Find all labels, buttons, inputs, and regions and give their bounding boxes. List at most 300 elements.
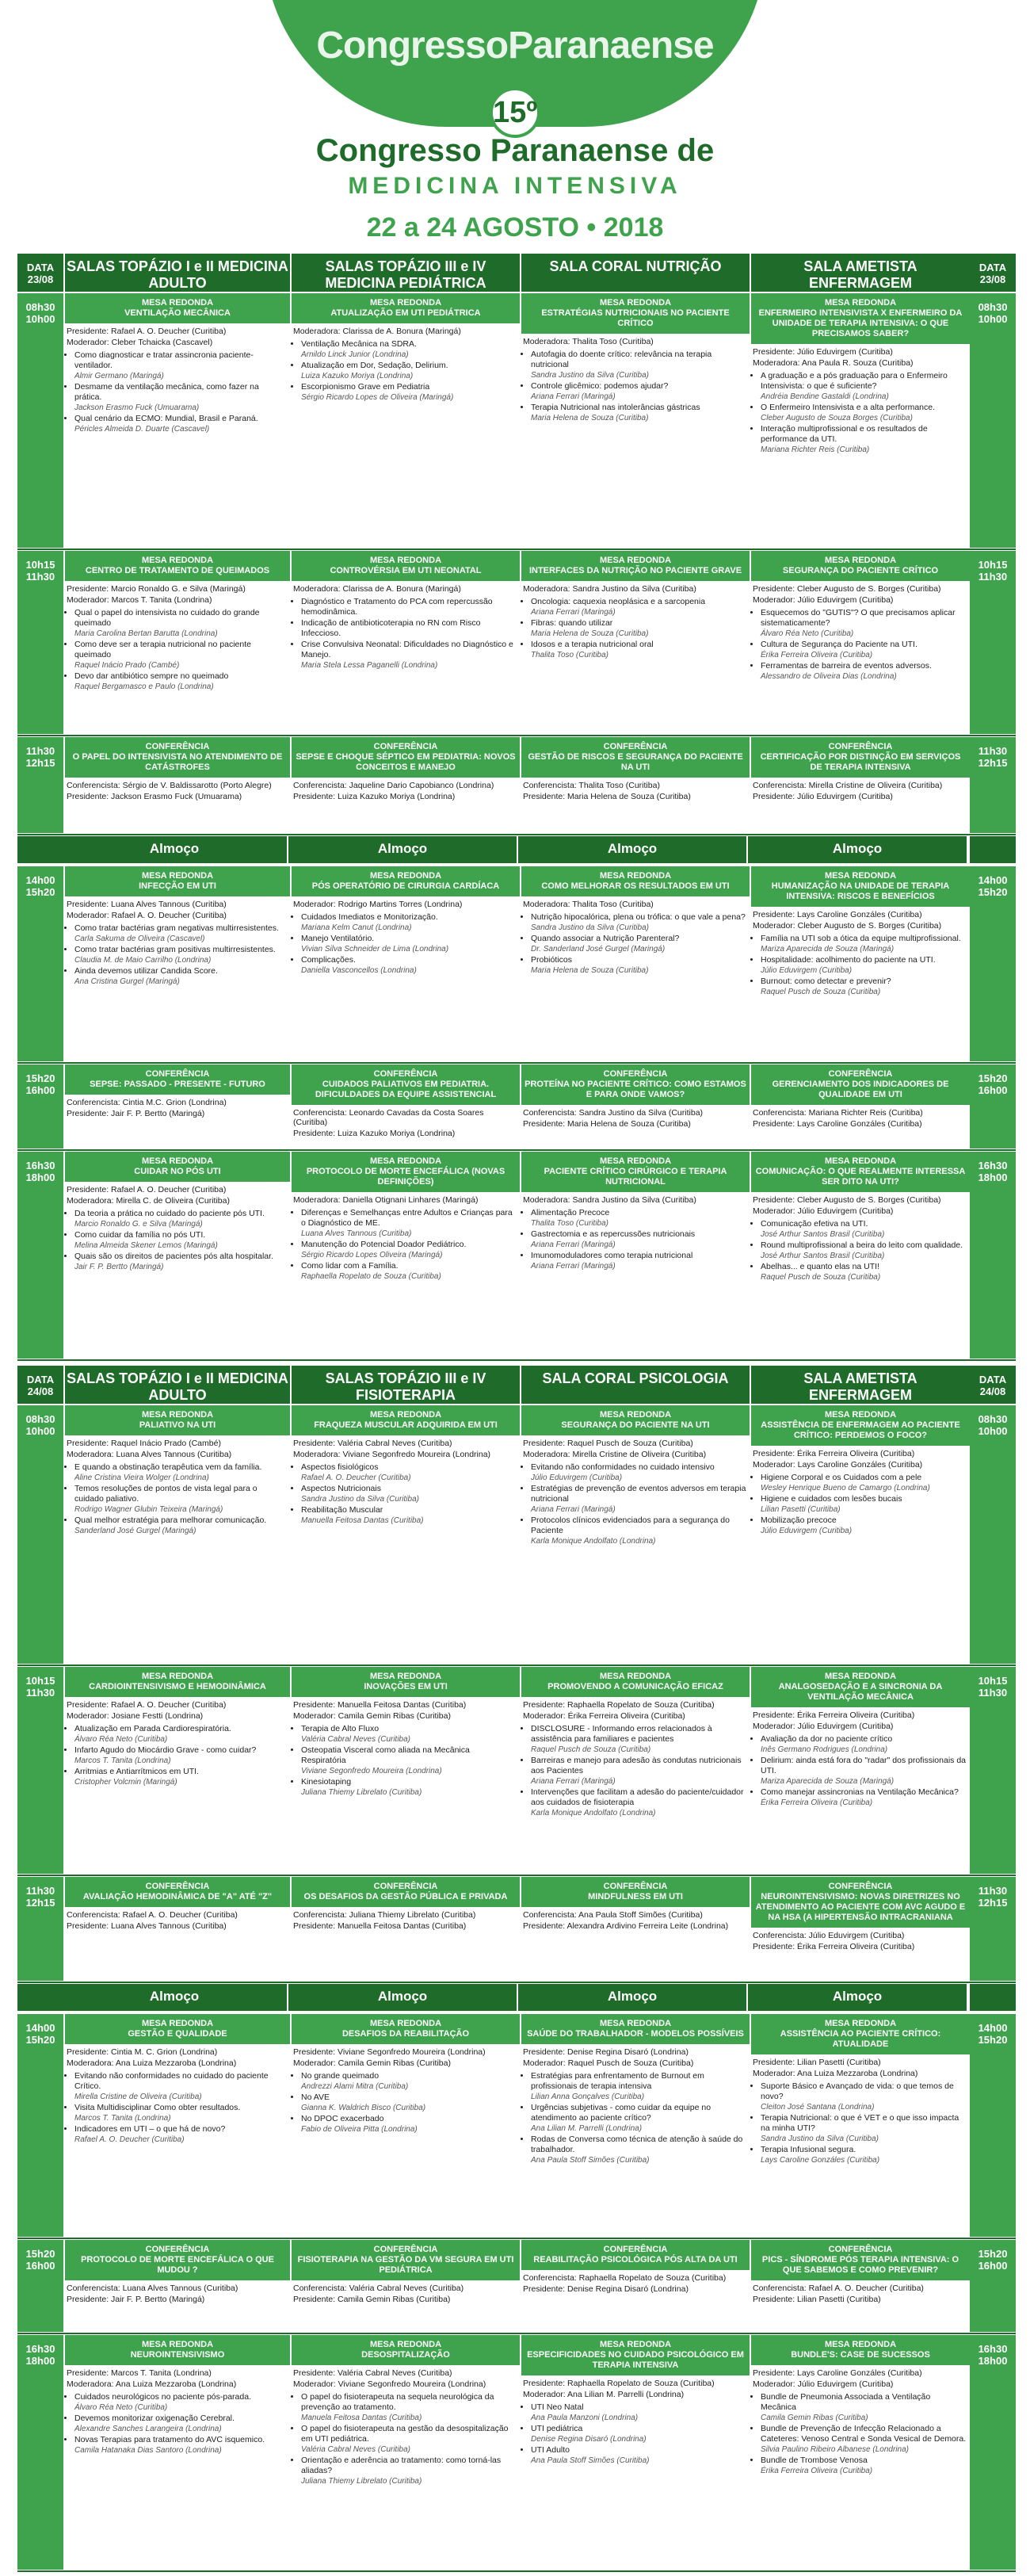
talk-item bbox=[301, 912, 517, 933]
session-role: Presidente: Rafael A. O. Deucher (Curitiba) bbox=[67, 1185, 227, 1194]
talk-item bbox=[74, 1252, 287, 1272]
talk-list bbox=[67, 2071, 287, 2145]
session-title-text: FRAQUEZA MUSCULAR ADQUIRIDA EM UTI bbox=[314, 1420, 498, 1430]
talk-title: Terapia Nutricional: o que é VET e o que isso impacta na minha UTI? bbox=[761, 2113, 959, 2133]
session-header bbox=[63, 2335, 290, 2365]
session-cell bbox=[290, 293, 520, 548]
session-title-text: PROMOVENDO A COMUNICAÇÃO EFICAZ bbox=[547, 1682, 723, 1691]
speaker-name: Ana Lilian M. Parrelli (Londrina) bbox=[531, 2124, 643, 2133]
session-kind: CONFERÊNCIA bbox=[603, 1882, 668, 1891]
session-cell bbox=[63, 293, 290, 548]
time-slot: 11h30 12h15 bbox=[17, 737, 63, 833]
brand-logo: CongressoParanaense bbox=[316, 25, 714, 67]
speaker-name: Melina Almeida Skener Lemos (Maringá) bbox=[74, 1241, 218, 1250]
session-role: Moderador: Rafael A. O. Deucher (Curitiba) bbox=[67, 911, 227, 920]
speaker-name: Sandra Justino da Silva (Curitiba) bbox=[531, 923, 649, 932]
talk-item bbox=[531, 934, 746, 954]
session-role: Conferencista: Valéria Cabral Neves (Curitiba) bbox=[293, 2284, 464, 2293]
session-cell bbox=[750, 1152, 970, 1359]
talk-item bbox=[74, 382, 287, 413]
speaker-name: Raquel Pusch de Souza (Curitiba) bbox=[761, 1273, 881, 1282]
session-cell bbox=[290, 1667, 520, 1874]
talk-item bbox=[74, 1462, 287, 1483]
talk-item bbox=[74, 1515, 287, 1536]
session-cell bbox=[520, 2335, 750, 2570]
session-header bbox=[750, 2014, 970, 2054]
speaker-name: Almir Germano (Maringá) bbox=[74, 372, 164, 380]
talk-title: Qual melhor estratégia para melhorar comunicação. bbox=[74, 1515, 267, 1525]
talk-item bbox=[301, 2424, 517, 2455]
session-header bbox=[520, 1064, 750, 1105]
time-slot: 10h15 11h30 bbox=[17, 551, 63, 734]
talk-item bbox=[761, 1734, 967, 1755]
session-role: Moderador: Júlio Eduvirgem (Curitiba) bbox=[753, 1722, 894, 1731]
time-slot: 14h00 15h20 bbox=[970, 866, 1016, 1061]
talk-list bbox=[67, 1462, 287, 1536]
talk-title: Mobilização precoce bbox=[761, 1515, 837, 1525]
session-title-text: SEGURANÇA DO PACIENTE CRÍTICO bbox=[782, 566, 939, 575]
session-header bbox=[750, 1152, 970, 1192]
session-role: Conferencista: Mariana Richter Reis (Curitiba) bbox=[753, 1108, 923, 1118]
session-title-text: PROTOCOLO DE MORTE ENCEFÁLICA O QUE MUDOU ? bbox=[81, 2255, 274, 2275]
session-header bbox=[63, 1877, 290, 1907]
session-kind: MESA REDONDA bbox=[599, 871, 672, 881]
session-role: Moderador: Júlio Eduvirgem (Curitiba) bbox=[753, 595, 894, 605]
session-role: Presidente: Manuella Feitosa Dantas (Curitiba) bbox=[293, 1921, 467, 1931]
lunch-break: Almoço bbox=[287, 836, 517, 863]
session-role: Moderador: Ana Luiza Mezzaroba (Londrina) bbox=[753, 2069, 918, 2078]
talk-item bbox=[74, 350, 287, 381]
talk-title: Manejo Ventilatório. bbox=[301, 934, 375, 943]
talk-item bbox=[761, 1515, 967, 1536]
session-cell bbox=[63, 1405, 290, 1664]
session-role: Presidente: Érika Ferreira Oliveira (Curitiba) bbox=[753, 1449, 915, 1458]
talk-item bbox=[74, 1767, 287, 1787]
session-header bbox=[520, 737, 750, 778]
session-cell bbox=[63, 551, 290, 734]
row-separator bbox=[17, 1062, 1016, 1064]
speaker-name: Valéria Cabral Neves (Curitiba) bbox=[301, 2445, 411, 2454]
session-cell bbox=[290, 866, 520, 1061]
speaker-name: Camila Gemin Ribas (Curitiba) bbox=[761, 2414, 868, 2422]
time-slot: 14h00 15h20 bbox=[17, 2014, 63, 2237]
session-role: Presidente: Denise Regina Disaró (Londrina) bbox=[523, 2047, 689, 2057]
session-title-text: BUNDLE'S: CASE DE SUCESSOS bbox=[791, 2350, 930, 2360]
talk-item bbox=[74, 2392, 287, 2413]
talk-title: Evitando não conformidades no cuidado do paciente Crítico. bbox=[74, 2071, 269, 2091]
speaker-name: Júlio Eduvirgem (Curitiba) bbox=[761, 1527, 853, 1535]
session-title-text: PACIENTE CRÍTICO CIRÚRGICO E TERAPIA NUTRICIONAL bbox=[544, 1167, 727, 1187]
talk-title: Intervenções que facilitam a adesão do paciente/cuidador aos cuidados de fisioterapia bbox=[531, 1787, 744, 1807]
speaker-name: Camila Hatanaka Dias Santoro (Londrina) bbox=[74, 2446, 222, 2455]
session-header bbox=[520, 2014, 750, 2044]
talk-item bbox=[531, 955, 746, 976]
time-slot: 10h15 11h30 bbox=[970, 1667, 1016, 1874]
session-title-text: GESTÃO DE RISCOS E SEGURANÇA DO PACIENTE NA UTI bbox=[528, 752, 743, 772]
session-header bbox=[63, 1667, 290, 1697]
session-kind: MESA REDONDA bbox=[599, 1156, 672, 1166]
talk-title: Como tratar bactérias gram positivas multirresistentes. bbox=[74, 945, 276, 954]
talk-list bbox=[753, 371, 967, 455]
speaker-name: Jair F. P. Bertto (Maringá) bbox=[74, 1263, 164, 1271]
room-header: SALAS TOPÁZIO III e IV FISIOTERAPIA bbox=[290, 1366, 520, 1404]
talk-item bbox=[531, 2103, 746, 2134]
session-header bbox=[750, 1405, 970, 1446]
row-separator bbox=[17, 834, 1016, 835]
talk-item bbox=[74, 1230, 287, 1251]
talk-item bbox=[74, 2103, 287, 2123]
session-role: Conferencista: Jaqueline Dario Capobianco (Londrina) bbox=[293, 781, 494, 790]
talk-title: Como deve ser a terapia nutricional no paciente queimado bbox=[74, 640, 251, 659]
session-title-text: COMUNICAÇÃO: O QUE REALMENTE INTERESSA SER DITO NA UTI? bbox=[755, 1167, 966, 1187]
talk-list bbox=[293, 1724, 517, 1798]
time-slot: 16h30 18h00 bbox=[970, 1152, 1016, 1359]
talk-item bbox=[761, 640, 967, 660]
session-role: Presidente: Manuella Feitosa Dantas (Curitiba) bbox=[293, 1700, 467, 1710]
session-title-text: CARDIOINTENSIVISMO E HEMODINÂMICA bbox=[89, 1682, 266, 1691]
talk-title: Atualização em Parada Cardiorespiratória. bbox=[74, 1724, 231, 1733]
lunch-break: Almoço bbox=[517, 836, 746, 863]
speaker-name: Érika Ferreira Oliveira (Curitiba) bbox=[761, 1798, 873, 1807]
talk-title: Como manejar assincronias na Ventilação Mecânica? bbox=[761, 1787, 959, 1797]
session-cell bbox=[63, 737, 290, 833]
talk-title: Urgências subjetivas - como cuidar da equipe no atendimento ao paciente crítico? bbox=[531, 2103, 711, 2123]
talk-title: Como lidar com a Família. bbox=[301, 1261, 399, 1271]
talk-title: Terapia Infusional segura. bbox=[761, 2145, 856, 2154]
talk-title: O papel do fisioterapeuta na sequela neurológica da prevenção ao tratamento. bbox=[301, 2392, 494, 2412]
session-cell bbox=[750, 1877, 970, 1981]
talk-item bbox=[531, 2135, 746, 2165]
session-kind: MESA REDONDA bbox=[824, 2019, 897, 2028]
talk-item bbox=[74, 1724, 287, 1745]
session-header bbox=[750, 1064, 970, 1105]
session-role: Presidente: Jair F. P. Bertto (Maringá) bbox=[67, 2295, 205, 2304]
speaker-name: Luiza Kazuko Moriya (Londrina) bbox=[301, 372, 414, 380]
talk-title: Devo dar antibiótico sempre no queimado bbox=[74, 671, 229, 681]
session-cell bbox=[750, 1064, 970, 1148]
session-role: Moderadora: Ana Luiza Mezzaroba (Londrina) bbox=[67, 2058, 237, 2068]
talk-item bbox=[531, 1484, 746, 1515]
session-kind: MESA REDONDA bbox=[141, 1410, 214, 1420]
talk-item bbox=[301, 1505, 517, 1526]
date-spacer bbox=[970, 1984, 1016, 2011]
session-role: Presidente: Cintia M. C. Grion (Londrina) bbox=[67, 2047, 218, 2057]
talk-item bbox=[301, 1745, 517, 1776]
session-kind: CONFERÊNCIA bbox=[828, 2245, 893, 2254]
session-role: Conferencista: Leonardo Cavadas da Costa Soares (Curitiba) bbox=[293, 1108, 484, 1127]
talk-title: No grande queimado bbox=[301, 2071, 380, 2081]
row-separator bbox=[17, 735, 1016, 736]
session-title-text: GESTÃO E QUALIDADE bbox=[128, 2029, 227, 2039]
session-kind: CONFERÊNCIA bbox=[373, 1882, 438, 1891]
session-role: Moderadora: Luana Alves Tannous (Curitiba) bbox=[67, 1450, 232, 1459]
session-title-text: PÓS OPERATÓRIO DE CIRURGIA CARDÍACA bbox=[311, 881, 500, 891]
talk-item bbox=[761, 2392, 967, 2423]
talk-list bbox=[523, 2071, 746, 2165]
session-title-text: INTERFACES DA NUTRIÇÃO NO PACIENTE GRAVE bbox=[528, 566, 742, 575]
session-role: Moderadora: Clarissa de A. Bonura (Maringá) bbox=[293, 584, 461, 594]
session-title-text: SEPSE: PASSADO - PRESENTE - FUTURO bbox=[90, 1080, 265, 1089]
session-title-text: ATUALIZAÇÃO EM UTI PEDIÁTRICA bbox=[330, 308, 481, 318]
room-header: SALA AMETISTA ENFERMAGEM bbox=[750, 1366, 970, 1404]
session-role: Presidente: Lays Caroline Gonzáles (Curitiba) bbox=[753, 910, 922, 919]
session-role: Presidente: Júlio Eduvirgem (Curitiba) bbox=[753, 792, 893, 801]
session-cell bbox=[750, 1667, 970, 1874]
session-role: Moderadora: Thalita Toso (Curitiba) bbox=[523, 337, 654, 346]
session-role: Moderadora: Daniella Otignani Linhares (Maringá) bbox=[293, 1195, 479, 1205]
talk-title: Família na UTI sob a ótica da equipe multiprofissional. bbox=[761, 934, 961, 943]
session-kind: MESA REDONDA bbox=[369, 1156, 442, 1166]
session-header bbox=[750, 2335, 970, 2365]
session-role: Presidente: Maria Helena de Souza (Curitiba) bbox=[523, 792, 691, 801]
talk-item bbox=[74, 640, 287, 671]
session-kind: MESA REDONDA bbox=[369, 2340, 442, 2349]
talk-item bbox=[301, 361, 517, 381]
talk-item bbox=[74, 414, 287, 434]
talk-item bbox=[531, 2445, 746, 2466]
session-cell bbox=[520, 737, 750, 833]
talk-item bbox=[301, 2392, 517, 2423]
session-title-text: INOVAÇÕES EM UTI bbox=[364, 1682, 448, 1691]
session-kind: MESA REDONDA bbox=[599, 2019, 672, 2028]
speaker-name: Luana Alves Tannous (Curitiba) bbox=[301, 1229, 412, 1238]
session-header bbox=[520, 866, 750, 896]
session-cell bbox=[290, 551, 520, 734]
speaker-name: Mariza Aparecida de Souza (Maringá) bbox=[761, 1777, 895, 1786]
talk-item bbox=[74, 2071, 287, 2102]
talk-item bbox=[74, 945, 287, 965]
talk-title: Como tratar bactérias gram negativas multirresistentes. bbox=[74, 923, 279, 933]
session-kind: CONFERÊNCIA bbox=[145, 2245, 210, 2254]
speaker-name: Karla Monique Andolfato (Londrina) bbox=[531, 1537, 656, 1546]
speaker-name: Inês Germano Rodrigues (Londrina) bbox=[761, 1745, 888, 1754]
talk-title: Cuidados Imediatos e Monitorização. bbox=[301, 912, 438, 922]
session-role: Presidente: Camila Gemin Ribas (Curitiba) bbox=[293, 2295, 451, 2304]
session-role: Moderador: Ana Lilian M. Parrelli (Londrina) bbox=[523, 2390, 685, 2399]
talk-title: Complicações. bbox=[301, 955, 356, 965]
session-cell bbox=[520, 293, 750, 548]
lunch-break: Almoço bbox=[287, 1984, 517, 2011]
talk-list bbox=[523, 350, 746, 423]
talk-item bbox=[531, 2424, 746, 2444]
talk-title: UTI Neo Natal bbox=[531, 2402, 584, 2412]
talk-title: Kinesiotaping bbox=[301, 1777, 352, 1787]
speaker-name: Claudia M. de Maio Carrilho (Londrina) bbox=[74, 956, 212, 965]
talk-title: Quando associar a Nutrição Parenteral? bbox=[531, 934, 680, 943]
session-kind: MESA REDONDA bbox=[141, 2019, 214, 2028]
session-kind: MESA REDONDA bbox=[824, 871, 897, 881]
talk-title: Oncologia: caquexia neoplásica e a sarcopenia bbox=[531, 597, 706, 606]
session-title-text: INFECÇÃO EM UTI bbox=[139, 881, 216, 891]
session-role: Moderador: Lays Caroline Gonzáles (Curitiba) bbox=[753, 1460, 923, 1470]
session-header bbox=[520, 1877, 750, 1907]
speaker-name: Júlio Eduvirgem (Curitiba) bbox=[531, 1473, 623, 1482]
session-cell bbox=[750, 737, 970, 833]
talk-item bbox=[531, 1229, 746, 1250]
talk-title: DISCLOSURE - Informando erros relacionados à assistência para familiares e pacientes bbox=[531, 1724, 712, 1744]
congress-dates: 22 a 24 AGOSTO • 2018 bbox=[366, 212, 664, 243]
talk-item bbox=[531, 1756, 746, 1787]
talk-item bbox=[74, 2124, 287, 2145]
talk-title: Evitando não conformidades no cuidado intensivo bbox=[531, 1462, 715, 1472]
talk-list bbox=[753, 2081, 967, 2165]
session-title-text: PROTOCOLO DE MORTE ENCEFÁLICA (NOVAS DEFINIÇÕES) bbox=[306, 1167, 505, 1187]
session-role: Conferencista: Júlio Eduvirgem (Curitiba) bbox=[753, 1931, 905, 1940]
talk-list bbox=[523, 2402, 746, 2466]
session-title-text: NEUROINTENSIVISMO bbox=[130, 2350, 225, 2360]
session-header bbox=[290, 737, 520, 778]
speaker-name: Valéria Cabral Neves (Curitiba) bbox=[301, 1735, 411, 1744]
session-role: Moderador: Camila Gemin Ribas (Curitiba) bbox=[293, 2058, 451, 2068]
session-role: Presidente: Rafael A. O. Deucher (Curitiba) bbox=[67, 327, 227, 336]
speaker-name: Ana Cristina Gurgel (Maringá) bbox=[74, 977, 180, 986]
session-kind: MESA REDONDA bbox=[141, 556, 214, 565]
session-title-text: ESTRATÉGIAS NUTRICIONAIS NO PACIENTE CRÍTICO bbox=[541, 308, 730, 328]
talk-item bbox=[74, 608, 287, 639]
room-header: SALAS TOPÁZIO III e IV MEDICINA PEDIÁTRICA bbox=[290, 254, 520, 292]
talk-item bbox=[301, 2071, 517, 2092]
session-kind: CONFERÊNCIA bbox=[145, 1069, 210, 1079]
page-header bbox=[0, 0, 1030, 243]
session-header bbox=[290, 551, 520, 581]
session-cell bbox=[290, 1152, 520, 1359]
speaker-name: Mariana Richter Reis (Curitiba) bbox=[761, 445, 870, 454]
session-role: Presidente: Jair F. P. Bertto (Maringá) bbox=[67, 1109, 205, 1118]
session-title-text: ASSISTÊNCIA AO PACIENTE CRÍTICO: ATUALIDADE bbox=[780, 2029, 941, 2049]
speaker-name: Denise Regina Disaró (Londrina) bbox=[531, 2435, 647, 2444]
session-role: Moderadora: Mirella Cristine de Oliveira (Curitiba) bbox=[523, 1450, 707, 1459]
talk-title: Arritmias e Antiarrítmicos em UTI. bbox=[74, 1767, 199, 1776]
session-role: Presidente: Érika Ferreira Oliveira (Curitiba) bbox=[753, 1942, 915, 1951]
session-kind: MESA REDONDA bbox=[369, 871, 442, 881]
session-role: Moderador: Marcos T. Tanita (Londrina) bbox=[67, 595, 212, 605]
session-kind: MESA REDONDA bbox=[824, 298, 897, 308]
talk-list bbox=[67, 1724, 287, 1787]
session-header bbox=[63, 2014, 290, 2044]
time-slot: 08h30 10h00 bbox=[17, 293, 63, 548]
speaker-name: Sandra Justino da Silva (Curitiba) bbox=[761, 2135, 879, 2143]
talk-title: Higiene Corporal e os Cuidados com a pele bbox=[761, 1473, 922, 1482]
session-role: Conferencista: Raphaella Ropelato de Souza (Curitiba) bbox=[523, 2273, 727, 2283]
time-slot: 10h15 11h30 bbox=[970, 551, 1016, 734]
speaker-name: Maria Helena de Souza (Curitiba) bbox=[531, 966, 649, 975]
speaker-name: Raquel Pusch de Souza (Curitiba) bbox=[761, 988, 881, 996]
speaker-name: Andrezzi Alami Mitra (Curitiba) bbox=[301, 2082, 409, 2091]
talk-item bbox=[301, 382, 517, 403]
talk-title: Controle glicêmico: podemos ajudar? bbox=[531, 381, 669, 391]
row-separator bbox=[17, 1664, 1016, 1666]
talk-item bbox=[301, 640, 517, 671]
speaker-name: Sandra Justino da Silva (Curitiba) bbox=[301, 1495, 419, 1504]
talk-item bbox=[301, 934, 517, 954]
session-kind: MESA REDONDA bbox=[369, 1672, 442, 1681]
session-cell bbox=[290, 2014, 520, 2237]
talk-title: Manutenção do Potencial Doador Pediátrico. bbox=[301, 1240, 467, 1249]
talk-title: Diferenças e Semelhanças entre Adultos e Crianças para o Diagnóstico de ME. bbox=[301, 1208, 513, 1228]
session-cell bbox=[63, 1667, 290, 1874]
session-kind: MESA REDONDA bbox=[824, 1156, 897, 1166]
session-header bbox=[520, 1667, 750, 1697]
session-kind: MESA REDONDA bbox=[599, 298, 672, 308]
time-slot: 16h30 18h00 bbox=[17, 1152, 63, 1359]
session-role: Presidente: Valéria Cabral Neves (Curitiba) bbox=[293, 1439, 452, 1448]
talk-title: Bundle de Trombose Venosa bbox=[761, 2456, 868, 2465]
session-title-text: CUIDADOS PALIATIVOS EM PEDIATRIA. DIFICULDADES DA EQUIPE ASSISTENCIAL bbox=[315, 1080, 497, 1099]
talk-item bbox=[761, 1240, 967, 1261]
talk-item bbox=[301, 1261, 517, 1282]
talk-item bbox=[761, 2081, 967, 2112]
talk-title: O Enfermeiro Intensivista e a alta performance. bbox=[761, 403, 936, 412]
session-kind: MESA REDONDA bbox=[141, 1156, 214, 1166]
session-title-text: GERENCIAMENTO DOS INDICADORES DE QUALIDADE EM UTI bbox=[772, 1080, 949, 1099]
session-title-text: CONTROVÉRSIA EM UTI NEONATAL bbox=[330, 566, 482, 575]
session-title-text: CUIDAR NO PÓS UTI bbox=[134, 1167, 221, 1176]
session-cell bbox=[520, 1064, 750, 1148]
session-cell bbox=[750, 866, 970, 1061]
session-role: Conferencista: Ana Paula Stoff Simões (Curitiba) bbox=[523, 1910, 703, 1920]
session-title-text: AVALIAÇÃO HEMODINÂMICA DE "A" ATÉ "Z" bbox=[82, 1892, 273, 1901]
date-spacer bbox=[17, 836, 63, 863]
talk-item bbox=[531, 640, 746, 660]
talk-item bbox=[301, 339, 517, 360]
session-header bbox=[63, 866, 290, 896]
talk-title: A graduação e a pós graduação para o Enfermeiro Intensivista: o que é suficiente? bbox=[761, 371, 948, 391]
session-title-text: VENTILAÇÃO MECÂNICA bbox=[124, 308, 231, 318]
session-role: Presidente: Marcio Ronaldo G. e Silva (Maringá) bbox=[67, 584, 246, 594]
session-title-text: PALIATIVO NA UTI bbox=[139, 1420, 216, 1430]
session-kind: MESA REDONDA bbox=[599, 1410, 672, 1420]
speaker-name: Alessandro de Oliveira Dias (Londrina) bbox=[761, 672, 897, 681]
talk-item bbox=[761, 2113, 967, 2144]
session-cell bbox=[63, 1152, 290, 1359]
session-kind: MESA REDONDA bbox=[141, 298, 214, 308]
speaker-name: Lays Caroline Gonzáles (Curitiba) bbox=[761, 2156, 880, 2165]
session-cell bbox=[63, 1064, 290, 1148]
speaker-name: Álvaro Réa Neto (Curitiba) bbox=[761, 629, 854, 638]
lunch-break: Almoço bbox=[746, 836, 967, 863]
session-cell bbox=[520, 1152, 750, 1359]
session-header bbox=[290, 1152, 520, 1192]
session-role: Presidente: Raphaella Ropelato de Souza (Curitiba) bbox=[523, 1700, 715, 1710]
speaker-name: Álvaro Réa Neto (Curitiba) bbox=[74, 1735, 168, 1744]
talk-item bbox=[301, 2093, 517, 2113]
session-title-text: CERTIFICAÇÃO POR DISTINÇÃO EM SERVIÇOS DE TERAPIA INTENSIVA bbox=[760, 752, 961, 772]
session-role: Presidente: Viviane Segonfredo Moureira (Londrina) bbox=[293, 2047, 486, 2057]
talk-title: UTI Adulto bbox=[531, 2445, 570, 2455]
session-role: Presidente: Lilian Pasetti (Curitiba) bbox=[753, 2295, 881, 2304]
talk-title: O papel do fisioterapeuta na gestão da desospitalização em UTI pediátrica. bbox=[301, 2424, 509, 2444]
time-slot: 10h15 11h30 bbox=[17, 1667, 63, 1874]
time-slot: 08h30 10h00 bbox=[970, 1405, 1016, 1664]
talk-list bbox=[67, 2392, 287, 2456]
talk-title: Imunomoduladores como terapia nutricional bbox=[531, 1251, 693, 1260]
session-role: Conferencista: Mirella Cristine de Oliveira (Curitiba) bbox=[753, 781, 943, 790]
speaker-name: Jackson Erasmo Fuck (Umuarama) bbox=[74, 403, 200, 412]
session-role: Presidente: Lays Caroline Gonzáles (Curitiba) bbox=[753, 2368, 922, 2378]
talk-title: Cuidados neurológicos no paciente pós-parada. bbox=[74, 2392, 251, 2402]
speaker-name: Maria Helena de Souza (Curitiba) bbox=[531, 414, 649, 422]
session-header bbox=[290, 2335, 520, 2365]
session-header bbox=[63, 293, 290, 323]
talk-item bbox=[74, 966, 287, 987]
speaker-name: Raquel Bergamasco e Paulo (Londrina) bbox=[74, 682, 214, 691]
talk-list bbox=[293, 2071, 517, 2135]
speaker-name: Ariana Ferrari (Maringá) bbox=[531, 1505, 616, 1514]
talk-list bbox=[67, 350, 287, 434]
session-role: Presidente: Rafael A. O. Deucher (Curitiba) bbox=[67, 1700, 227, 1710]
date-spacer bbox=[17, 1984, 63, 2011]
session-cell bbox=[290, 1405, 520, 1664]
